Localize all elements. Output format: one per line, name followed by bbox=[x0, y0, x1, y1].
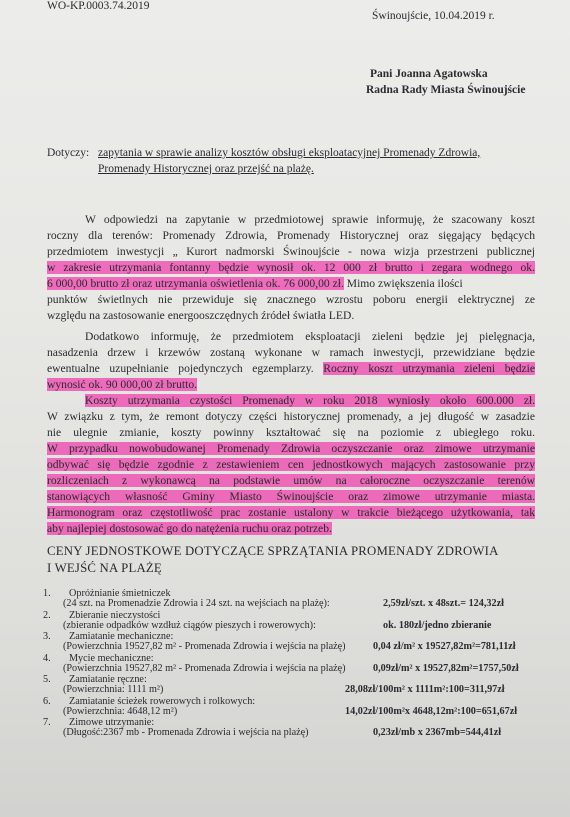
text-line: Dodatkowo informuję, że przedmiotem eksploatacji zieleni będzie jej pielęgnacja, bbox=[85, 330, 535, 343]
item-description: (Powierzchnia: 1111 m²) bbox=[63, 684, 164, 695]
text-line bbox=[47, 457, 535, 473]
highlight: Roczny koszt utrzymania zieleni będzie bbox=[323, 362, 535, 375]
item-number: 7. bbox=[43, 717, 51, 728]
item-title: Zamiatanie mechaniczne: bbox=[69, 631, 174, 642]
item-number: 2. bbox=[43, 609, 51, 621]
subject-line: zapytania w sprawie analizy kosztów obsługi eksploatacyjnej Promenady Zdrowia, bbox=[98, 147, 481, 159]
text-line bbox=[47, 521, 535, 537]
text-line: punktów świetlnych nie przewiduje się znacznego wzrostu poboru energii elektrycznej ze bbox=[47, 293, 535, 306]
item-description: (Powierzchnia 19527,82 m² - Promenada Zdrowia i wejścia na plażę) bbox=[63, 662, 346, 674]
highlight: stanowiących własność Gminy Miasto Świnoujście oraz zimowe utrzymanie miasta. bbox=[47, 490, 535, 503]
text-line bbox=[47, 260, 535, 276]
item-number: 6. bbox=[43, 695, 51, 707]
subject-label: Dotyczy: bbox=[47, 147, 90, 159]
text-line bbox=[47, 377, 535, 393]
item-price: 0,04 zł/m² x 19527,82m²=781,11zł bbox=[373, 641, 516, 652]
highlight: wynosić ok. 90 000,00 zł brutto. bbox=[47, 378, 198, 391]
list-item bbox=[43, 653, 543, 675]
text-line bbox=[47, 505, 535, 521]
highlight: 6 000,00 brutto zł oraz utrzymania oświetlenia ok. 76 000,00 zł. bbox=[47, 277, 344, 290]
text-line bbox=[47, 393, 535, 409]
recipient-role: Radna Rady Miasta Świnoujście bbox=[366, 84, 526, 96]
highlight: W przypadku nowobudowanej Promenady Zdrowia oczyszczanie oraz zimowe utrzymanie bbox=[47, 442, 535, 455]
item-description: (Długość:2367 mb - Promenada Zdrowia i wejścia na plażę) bbox=[63, 727, 309, 738]
list-item bbox=[43, 610, 543, 632]
item-price: ok. 180zł/jedno zbieranie bbox=[383, 619, 492, 631]
section-heading: I WEJŚĆ NA PLAŻĘ bbox=[47, 561, 162, 575]
reference-number: WO-KP.0003.74.2019 bbox=[47, 0, 150, 12]
highlight: Koszty utrzymania czystości Promenady w roku 2018 wyniosły około 600.000 zł. bbox=[85, 394, 535, 407]
item-title: Zamiatanie ręczne: bbox=[69, 674, 147, 685]
text-line: nasadzenia drzew i krzewów zostaną wykonane w ramach inwestycji, przewidziane będzie bbox=[47, 346, 535, 359]
subject-line: Promenady Historycznej oraz przejść na plażę. bbox=[98, 163, 314, 175]
text-line: 6 000,00 brutto zł oraz utrzymania oświetlenia ok. 76 000,00 zł. Mimo zwiększenia ilości bbox=[47, 277, 463, 290]
item-number: 3. bbox=[43, 631, 51, 642]
text-line bbox=[47, 473, 535, 489]
text-line bbox=[47, 489, 535, 505]
section-heading: CENY JEDNOSTKOWE DOTYCZĄCE SPRZĄTANIA PROMENADY ZDROWIA bbox=[47, 544, 499, 558]
text-line: W związku z tym, że remont dotyczy części historycznej promenady, a jej długość w zasadzie bbox=[47, 410, 535, 423]
item-price: 14,02zł/100m²x 4648,12m²:100=651,67zł bbox=[345, 705, 518, 717]
highlight: odbywać się będzie zgodnie z zestawieniem cen jednostkowych mających zastosowanie przy bbox=[47, 458, 535, 471]
highlight: w zakresie utrzymania fontanny będzie wynosił ok. 12 000 zł brutto i zegara wodnego ok. bbox=[47, 261, 535, 274]
item-price: 2,59zł/szt. x 48szt.= 124,32zł bbox=[383, 598, 504, 609]
list-item bbox=[43, 717, 543, 739]
item-number: 5. bbox=[43, 674, 51, 685]
text-line: roczny dla terenów: Promenady Zdrowia, Promenady Historycznej oraz sięgający będących bbox=[47, 229, 535, 242]
item-title: Opróżnianie śmietniczek bbox=[69, 588, 171, 599]
item-description: (24 szt. na Promenadzie Zdrowia i 24 szt. na wejściach na plażę): bbox=[63, 598, 330, 609]
item-price: 0,23zł/mb x 2367mb=544,41zł bbox=[373, 727, 502, 738]
text-line bbox=[47, 441, 535, 457]
highlight: aby najlepiej dostosować go do natężenia ruchu oraz potrzeb. bbox=[47, 522, 332, 535]
item-price: 28,08zł/100m² x 1111m²:100=311,97zł bbox=[345, 684, 505, 695]
item-title: Zimowe utrzymanie: bbox=[69, 717, 155, 728]
list-item bbox=[43, 696, 543, 718]
item-description: (Powierzchnia 19527,82 m² - Promenada Zdrowia i wejścia na plażę) bbox=[63, 641, 346, 652]
text-line: nie ulegnie zmianie, koszty powinny kształtować się na poziomie z ubiegłego roku. bbox=[47, 426, 535, 439]
item-price: 0,09zł/m² x 19527,82m²=1757,50zł bbox=[373, 662, 519, 674]
list-item bbox=[43, 674, 543, 696]
item-title: Zamiatanie ścieżek rowerowych i rolkowych: bbox=[69, 695, 256, 707]
paragraph-greenery bbox=[47, 329, 535, 393]
item-title: Zbieranie nieczystości bbox=[69, 609, 161, 621]
item-description: (Powierzchnia: 4648,12 m²) bbox=[63, 705, 178, 717]
highlight: rozliczeniach z wykonawcą na podstawie umów na całoroczne oczyszczanie terenów bbox=[47, 474, 535, 487]
list-item bbox=[43, 588, 543, 610]
highlight: Harmonogram oraz częstotliwość prac zostanie ustalony w trakcie bieżącego użytkowania, tak bbox=[47, 506, 535, 519]
text-line: względu na zastosowanie energooszczędnych źródeł światła LED. bbox=[47, 309, 355, 322]
recipient-name: Pani Joanna Agatowska bbox=[370, 68, 488, 80]
text-line: ewentualne uzupełnianie pojedynczych egzemplarzy. Roczny koszt utrzymania zieleni będzie bbox=[47, 362, 535, 375]
item-number: 4. bbox=[43, 652, 51, 664]
item-number: 1. bbox=[43, 588, 51, 599]
price-list bbox=[43, 588, 543, 739]
text-line: przedmiotem inwestycji „ Kurort nadmorski Świnoujście - nowa wizja przestrzeni publicznej bbox=[47, 245, 535, 258]
item-description: (zbieranie odpadków wzdłuż ciągów pieszych i rowerowych): bbox=[63, 619, 316, 631]
text-line: W odpowiedzi na zapytanie w przedmiotowej sprawie informuję, że szacowany koszt bbox=[85, 213, 535, 226]
place-date: Świnoujście, 10.04.2019 r. bbox=[372, 10, 495, 22]
list-item bbox=[43, 631, 543, 653]
paragraph-cleaning bbox=[47, 393, 535, 537]
paragraph-costs bbox=[47, 212, 535, 324]
item-title: Mycie mechaniczne: bbox=[69, 652, 154, 664]
